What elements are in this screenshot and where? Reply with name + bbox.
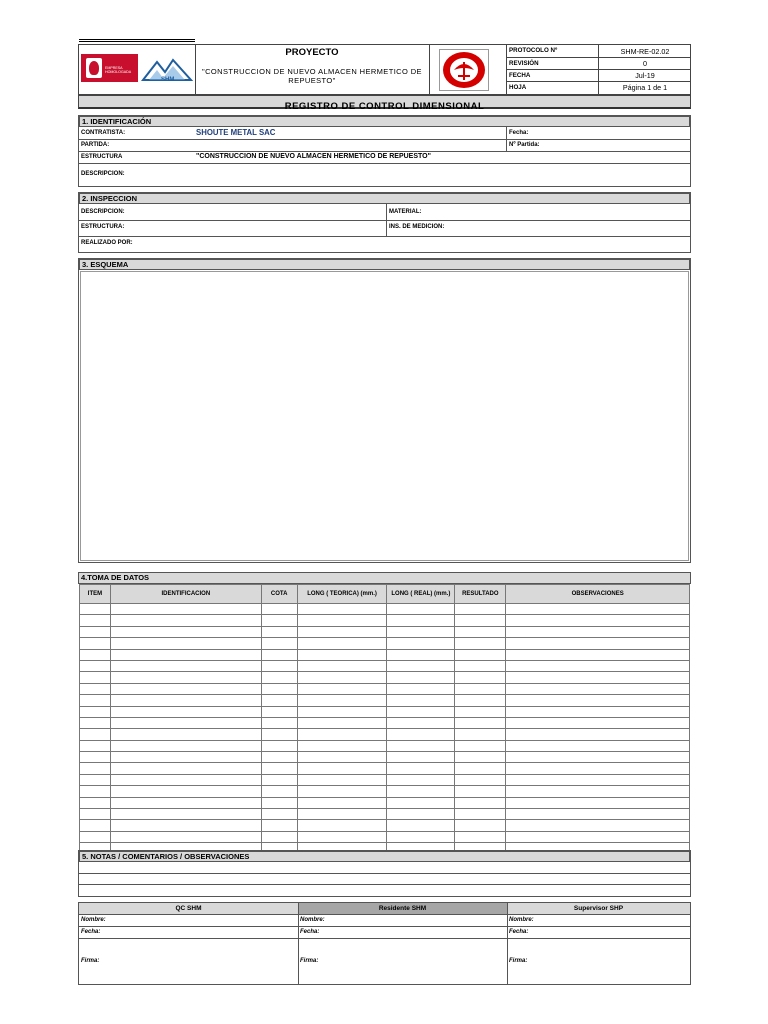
table-row bbox=[80, 615, 690, 626]
table-cell[interactable] bbox=[455, 717, 506, 728]
estructura-insp-label: ESTRUCTURA: bbox=[81, 224, 125, 230]
table-cell[interactable] bbox=[387, 740, 455, 751]
section-4-title: 4.TOMA DE DATOS bbox=[78, 572, 691, 584]
client-seal-logo bbox=[439, 49, 489, 91]
sig-header-qc: QC SHM bbox=[79, 903, 298, 914]
table-cell[interactable] bbox=[110, 638, 261, 649]
section-identificacion bbox=[78, 115, 691, 187]
table-cell[interactable] bbox=[297, 660, 387, 671]
table-cell[interactable] bbox=[387, 786, 455, 797]
table-cell[interactable] bbox=[80, 615, 111, 626]
svg-text:SHM: SHM bbox=[161, 77, 175, 82]
form-title bbox=[78, 95, 691, 112]
table-cell[interactable] bbox=[80, 740, 111, 751]
fecha-id-label: Fecha: bbox=[509, 130, 529, 136]
table-cell[interactable] bbox=[261, 820, 297, 831]
table-cell[interactable] bbox=[80, 809, 111, 820]
table-row bbox=[80, 786, 690, 797]
table-cell[interactable] bbox=[261, 774, 297, 785]
table-cell[interactable] bbox=[261, 604, 297, 615]
table-cell[interactable] bbox=[261, 729, 297, 740]
signatures-block bbox=[78, 902, 691, 985]
table-row bbox=[80, 706, 690, 717]
table-cell[interactable] bbox=[506, 660, 690, 671]
table-cell[interactable] bbox=[387, 695, 455, 706]
table-cell[interactable] bbox=[387, 638, 455, 649]
supervisor-fecha-label: Fecha: bbox=[509, 929, 529, 935]
supervisor-firma-label: Firma: bbox=[509, 958, 528, 964]
table-row bbox=[80, 729, 690, 740]
table-cell[interactable] bbox=[455, 752, 506, 763]
table-cell[interactable] bbox=[80, 638, 111, 649]
fecha-label: FECHA bbox=[509, 72, 531, 79]
table-cell[interactable] bbox=[261, 752, 297, 763]
table-cell[interactable] bbox=[455, 672, 506, 683]
table-cell[interactable] bbox=[80, 683, 111, 694]
table-cell[interactable] bbox=[261, 797, 297, 808]
table-cell[interactable] bbox=[110, 615, 261, 626]
table-cell[interactable] bbox=[506, 615, 690, 626]
table-cell[interactable] bbox=[297, 763, 387, 774]
table-row bbox=[80, 683, 690, 694]
header-top-rule bbox=[79, 39, 195, 42]
table-body bbox=[80, 604, 690, 855]
table-row bbox=[80, 763, 690, 774]
form-title-text: REGISTRO DE CONTROL DIMENSIONAL bbox=[284, 101, 485, 112]
table-cell[interactable] bbox=[297, 649, 387, 660]
table-cell[interactable] bbox=[387, 649, 455, 660]
col-long-real: LONG ( REAL) (mm.) bbox=[387, 585, 455, 604]
table-cell[interactable] bbox=[261, 695, 297, 706]
table-cell[interactable] bbox=[261, 683, 297, 694]
table-cell[interactable] bbox=[387, 752, 455, 763]
table-cell[interactable] bbox=[455, 649, 506, 660]
table-row bbox=[80, 695, 690, 706]
table-cell[interactable] bbox=[110, 809, 261, 820]
table-cell[interactable] bbox=[80, 786, 111, 797]
table-cell[interactable] bbox=[80, 752, 111, 763]
table-row bbox=[80, 626, 690, 637]
table-cell[interactable] bbox=[297, 626, 387, 637]
table-cell[interactable] bbox=[297, 797, 387, 808]
table-cell[interactable] bbox=[261, 638, 297, 649]
table-cell[interactable] bbox=[506, 774, 690, 785]
section-notas bbox=[78, 850, 691, 897]
qc-nombre-label: Nombre: bbox=[81, 917, 106, 923]
table-row bbox=[80, 820, 690, 831]
table-cell[interactable] bbox=[80, 649, 111, 660]
table-cell[interactable] bbox=[387, 717, 455, 728]
section-1-title: 1. IDENTIFICACIÓN bbox=[79, 116, 690, 127]
residente-firma-label: Firma: bbox=[300, 958, 319, 964]
sig-header-residente: Residente SHM bbox=[298, 903, 507, 914]
table-cell[interactable] bbox=[506, 797, 690, 808]
hoja-label: HOJA bbox=[509, 84, 527, 91]
col-long-teorica: LONG ( TEORICA) (mm.) bbox=[297, 585, 387, 604]
table-cell[interactable] bbox=[455, 831, 506, 842]
residente-nombre-label: Nombre: bbox=[300, 917, 325, 923]
table-cell[interactable] bbox=[455, 763, 506, 774]
proyecto-name: "CONSTRUCCION DE NUEVO ALMACEN HERMETICO DE REPUESTO" bbox=[202, 67, 422, 85]
table-cell[interactable] bbox=[110, 706, 261, 717]
seal-icon bbox=[440, 50, 488, 90]
table-cell[interactable] bbox=[455, 706, 506, 717]
table-cell[interactable] bbox=[506, 763, 690, 774]
contratista-label: CONTRATISTA: bbox=[81, 130, 126, 136]
table-cell[interactable] bbox=[387, 729, 455, 740]
table-row bbox=[80, 774, 690, 785]
table-cell[interactable] bbox=[80, 729, 111, 740]
table-cell[interactable] bbox=[297, 706, 387, 717]
sig-header-supervisor: Supervisor SHP bbox=[507, 903, 690, 914]
table-cell[interactable] bbox=[455, 774, 506, 785]
table-cell[interactable] bbox=[506, 820, 690, 831]
col-resultado: RESULTADO bbox=[455, 585, 506, 604]
table-cell[interactable] bbox=[455, 660, 506, 671]
table-cell[interactable] bbox=[455, 809, 506, 820]
table-cell[interactable] bbox=[297, 809, 387, 820]
col-observaciones: OBSERVACIONES bbox=[506, 585, 690, 604]
table-cell[interactable] bbox=[261, 809, 297, 820]
table-cell[interactable] bbox=[297, 740, 387, 751]
col-item: ITEM bbox=[80, 585, 111, 604]
table-cell[interactable] bbox=[80, 695, 111, 706]
table-cell[interactable] bbox=[80, 820, 111, 831]
table-cell[interactable] bbox=[110, 740, 261, 751]
table-row bbox=[80, 752, 690, 763]
table-cell[interactable] bbox=[506, 649, 690, 660]
table-cell[interactable] bbox=[455, 695, 506, 706]
table-cell[interactable] bbox=[261, 786, 297, 797]
table-row bbox=[80, 831, 690, 842]
table-cell[interactable] bbox=[297, 717, 387, 728]
table-cell[interactable] bbox=[297, 683, 387, 694]
table-cell[interactable] bbox=[80, 660, 111, 671]
contratista-value: SHOUTE METAL SAC bbox=[196, 128, 276, 137]
table-cell[interactable] bbox=[297, 638, 387, 649]
table-cell[interactable] bbox=[506, 683, 690, 694]
table-cell[interactable] bbox=[455, 604, 506, 615]
table-cell[interactable] bbox=[80, 672, 111, 683]
qc-fecha-label: Fecha: bbox=[81, 929, 101, 935]
table-cell[interactable] bbox=[455, 820, 506, 831]
table-cell[interactable] bbox=[387, 763, 455, 774]
section-esquema bbox=[78, 258, 691, 563]
table-cell[interactable] bbox=[110, 649, 261, 660]
protocolo-value: SHM-RE-02.02 bbox=[620, 47, 670, 56]
table-cell[interactable] bbox=[80, 797, 111, 808]
table-row bbox=[80, 638, 690, 649]
table-cell[interactable] bbox=[261, 740, 297, 751]
proyecto-label: PROYECTO bbox=[285, 47, 339, 58]
descripcion-insp-label: DESCRIPCION: bbox=[81, 209, 125, 215]
table-cell[interactable] bbox=[110, 786, 261, 797]
table-row bbox=[80, 672, 690, 683]
table-cell[interactable] bbox=[506, 729, 690, 740]
table-cell[interactable] bbox=[110, 717, 261, 728]
table-cell[interactable] bbox=[387, 774, 455, 785]
supervisor-nombre-label: Nombre: bbox=[509, 917, 534, 923]
table-row bbox=[80, 649, 690, 660]
table-cell[interactable] bbox=[506, 786, 690, 797]
table-cell[interactable] bbox=[261, 660, 297, 671]
table-cell[interactable] bbox=[110, 729, 261, 740]
qc-firma-label: Firma: bbox=[81, 958, 100, 964]
table-cell[interactable] bbox=[455, 786, 506, 797]
table-cell[interactable] bbox=[506, 672, 690, 683]
table-cell[interactable] bbox=[110, 695, 261, 706]
table-cell[interactable] bbox=[110, 626, 261, 637]
company-logos bbox=[81, 54, 191, 84]
table-cell[interactable] bbox=[297, 615, 387, 626]
table-cell[interactable] bbox=[506, 604, 690, 615]
table-cell[interactable] bbox=[297, 820, 387, 831]
logo-text: EMPRESA HOMOLOGADA bbox=[105, 66, 132, 74]
col-cota: COTA bbox=[261, 585, 297, 604]
realizado-label: REALIZADO POR: bbox=[81, 240, 133, 246]
table-cell[interactable] bbox=[297, 695, 387, 706]
table-cell[interactable] bbox=[297, 604, 387, 615]
table-cell[interactable] bbox=[387, 615, 455, 626]
table-cell[interactable] bbox=[80, 774, 111, 785]
table-cell[interactable] bbox=[455, 626, 506, 637]
table-row bbox=[80, 740, 690, 751]
partida-label: PARTIDA: bbox=[81, 142, 110, 148]
table-cell[interactable] bbox=[387, 797, 455, 808]
table-cell[interactable] bbox=[110, 797, 261, 808]
table-cell[interactable] bbox=[506, 831, 690, 842]
table-cell[interactable] bbox=[387, 831, 455, 842]
table-cell[interactable] bbox=[110, 774, 261, 785]
table-cell[interactable] bbox=[261, 615, 297, 626]
material-label: MATERIAL: bbox=[389, 209, 422, 215]
estructura-value: "CONSTRUCCION DE NUEVO ALMACEN HERMETICO DE REPUESTO" bbox=[196, 153, 431, 160]
table-cell[interactable] bbox=[297, 729, 387, 740]
table-cell[interactable] bbox=[506, 752, 690, 763]
revision-value: 0 bbox=[643, 59, 647, 68]
hoja-value: Página 1 de 1 bbox=[622, 83, 668, 92]
table-cell[interactable] bbox=[387, 672, 455, 683]
table-cell[interactable] bbox=[506, 740, 690, 751]
table-cell[interactable] bbox=[506, 717, 690, 728]
protocolo-label: PROTOCOLO Nº bbox=[509, 47, 558, 54]
table-cell[interactable] bbox=[387, 604, 455, 615]
shm-mountain-logo-icon bbox=[141, 56, 193, 82]
table-cell[interactable] bbox=[297, 752, 387, 763]
table-cell[interactable] bbox=[387, 706, 455, 717]
table-row bbox=[80, 809, 690, 820]
table-cell[interactable] bbox=[110, 604, 261, 615]
descripcion-id-label: DESCRIPCION: bbox=[81, 171, 125, 177]
table-cell[interactable] bbox=[297, 786, 387, 797]
residente-fecha-label: Fecha: bbox=[300, 929, 320, 935]
table-cell[interactable] bbox=[261, 626, 297, 637]
table-cell[interactable] bbox=[506, 809, 690, 820]
section-2-title: 2. INSPECCION bbox=[79, 193, 690, 204]
section-inspeccion bbox=[78, 192, 691, 253]
bureau-veritas-icon bbox=[86, 58, 102, 78]
table-cell[interactable] bbox=[261, 717, 297, 728]
table-cell[interactable] bbox=[506, 638, 690, 649]
table-cell[interactable] bbox=[80, 717, 111, 728]
table-cell[interactable] bbox=[387, 809, 455, 820]
section-3-title: 3. ESQUEMA bbox=[79, 259, 690, 270]
section-5-title: 5. NOTAS / COMENTARIOS / OBSERVACIONES bbox=[79, 851, 690, 862]
table-cell[interactable] bbox=[455, 740, 506, 751]
table-row bbox=[80, 660, 690, 671]
table-cell[interactable] bbox=[261, 831, 297, 842]
table-cell[interactable] bbox=[455, 729, 506, 740]
table-cell[interactable] bbox=[261, 649, 297, 660]
fecha-value: Jul-19 bbox=[635, 71, 655, 80]
revision-label: REVISIÓN bbox=[509, 60, 539, 67]
table-cell[interactable] bbox=[110, 660, 261, 671]
table-cell[interactable] bbox=[80, 831, 111, 842]
table-cell[interactable] bbox=[261, 763, 297, 774]
col-identificacion: IDENTIFICACION bbox=[110, 585, 261, 604]
table-cell[interactable] bbox=[110, 820, 261, 831]
table-cell[interactable] bbox=[506, 626, 690, 637]
table-cell[interactable] bbox=[110, 752, 261, 763]
table-cell[interactable] bbox=[506, 706, 690, 717]
table-cell[interactable] bbox=[80, 706, 111, 717]
table-row bbox=[80, 604, 690, 615]
certification-logo bbox=[81, 54, 138, 82]
table-header-row bbox=[80, 585, 690, 604]
table-cell[interactable] bbox=[455, 615, 506, 626]
table-row bbox=[80, 797, 690, 808]
table-cell[interactable] bbox=[80, 626, 111, 637]
table-cell[interactable] bbox=[506, 695, 690, 706]
table-cell[interactable] bbox=[455, 683, 506, 694]
table-cell[interactable] bbox=[297, 831, 387, 842]
table-cell[interactable] bbox=[110, 763, 261, 774]
table-cell[interactable] bbox=[387, 683, 455, 694]
esquema-drawing-area[interactable] bbox=[80, 271, 689, 561]
table-cell[interactable] bbox=[110, 831, 261, 842]
table-cell[interactable] bbox=[110, 683, 261, 694]
ins-medicion-label: INS. DE MEDICION: bbox=[389, 224, 445, 230]
table-cell[interactable] bbox=[387, 820, 455, 831]
header bbox=[78, 44, 691, 95]
table-cell[interactable] bbox=[387, 626, 455, 637]
table-cell[interactable] bbox=[110, 672, 261, 683]
table-cell[interactable] bbox=[387, 660, 455, 671]
estructura-label: ESTRUCTURA bbox=[81, 154, 123, 160]
table-cell[interactable] bbox=[80, 604, 111, 615]
table-cell[interactable] bbox=[80, 763, 111, 774]
table-cell[interactable] bbox=[455, 797, 506, 808]
table-cell[interactable] bbox=[297, 672, 387, 683]
table-cell[interactable] bbox=[455, 638, 506, 649]
toma-datos-table bbox=[79, 584, 690, 855]
table-cell[interactable] bbox=[261, 706, 297, 717]
table-row bbox=[80, 717, 690, 728]
n-partida-label: Nº Partida: bbox=[509, 142, 540, 148]
table-cell[interactable] bbox=[297, 774, 387, 785]
table-cell[interactable] bbox=[261, 672, 297, 683]
